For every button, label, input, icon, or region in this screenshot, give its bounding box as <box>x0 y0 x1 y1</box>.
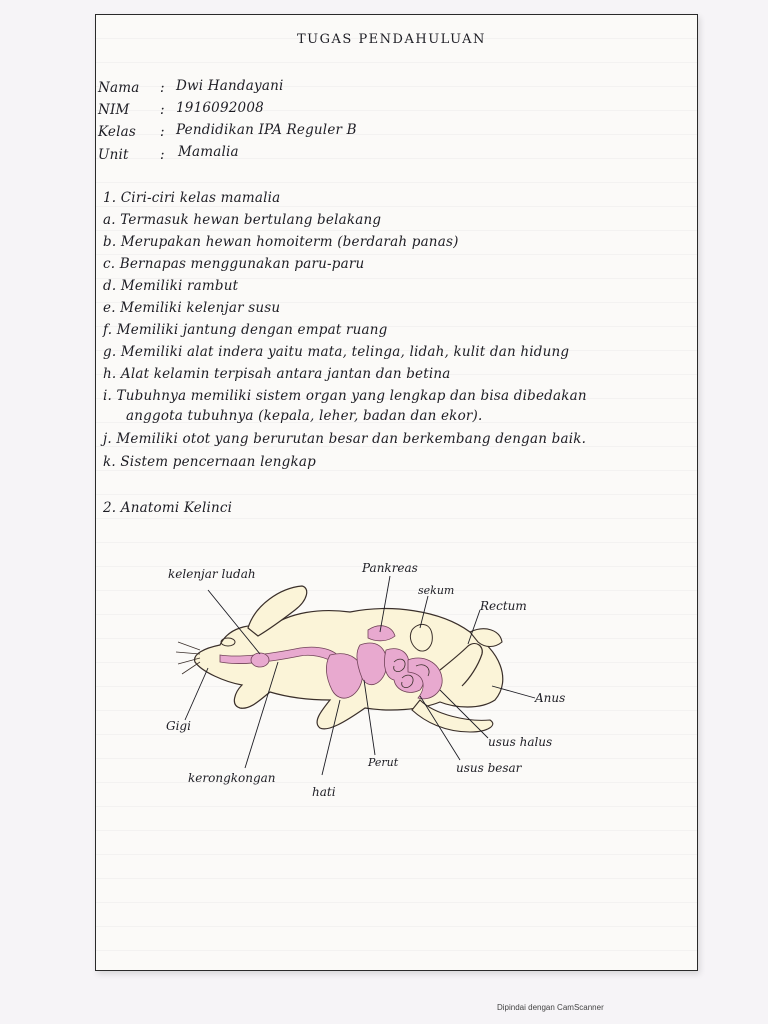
label-rectum: Rectum <box>480 599 527 613</box>
list-item: j. Memiliki otot yang berurutan besar dan berkembang dengan baik. <box>103 431 587 447</box>
section-heading-anatomi: 2. Anatomi Kelinci <box>103 500 233 516</box>
salivary-gland <box>251 653 269 667</box>
identity-value: Mamalia <box>178 144 239 160</box>
scanner-watermark: Dipindai dengan CamScanner <box>497 1003 604 1012</box>
label-gigi: Gigi <box>166 719 191 733</box>
list-item: c. Bernapas menggunakan paru-paru <box>103 256 365 272</box>
label-sekum: sekum <box>418 584 455 597</box>
list-item: g. Memiliki alat indera yaitu mata, telinga, lidah, kulit dan hidung <box>103 344 570 360</box>
label-hati: hati <box>312 785 336 799</box>
identity-value: Pendidikan IPA Reguler B <box>176 122 357 138</box>
identity-key: Nama <box>98 80 140 96</box>
list-item: a. Termasuk hewan bertulang belakang <box>103 212 382 228</box>
label-kelenjar-ludah: kelenjar ludah <box>168 567 256 581</box>
identity-sep: : <box>160 80 165 96</box>
label-anus: Anus <box>535 691 566 705</box>
identity-key: NIM <box>98 102 130 118</box>
page-title: TUGAS PENDAHULUAN <box>297 32 486 47</box>
identity-sep: : <box>160 102 165 118</box>
list-item: f. Memiliki jantung dengan empat ruang <box>103 322 388 338</box>
list-item: i. Tubuhnya memiliki sistem organ yang lengkap dan bisa dibedakan <box>103 388 587 404</box>
identity-key: Kelas <box>98 124 137 140</box>
list-item: d. Memiliki rambut <box>103 278 239 294</box>
identity-sep: : <box>160 147 165 163</box>
label-perut: Perut <box>368 756 399 769</box>
label-kerongkongan: kerongkongan <box>188 771 276 785</box>
list-item: h. Alat kelamin terpisah antara jantan dan betina <box>103 366 451 382</box>
list-item-continuation: anggota tubuhnya (kepala, leher, badan dan ekor). <box>126 408 483 424</box>
label-usus-halus: usus halus <box>488 735 553 749</box>
list-item: b. Merupakan hewan homoiterm (berdarah panas) <box>103 234 459 250</box>
label-usus-besar: usus besar <box>456 761 522 775</box>
rabbit-anatomy-diagram <box>150 550 600 810</box>
list-item: k. Sistem pencernaan lengkap <box>103 454 316 470</box>
section-heading: 1. Ciri-ciri kelas mamalia <box>103 190 281 206</box>
list-item: e. Memiliki kelenjar susu <box>103 300 281 316</box>
identity-sep: : <box>160 124 165 140</box>
label-pankreas: Pankreas <box>362 561 418 575</box>
identity-value: 1916092008 <box>176 100 264 116</box>
identity-key: Unit <box>98 147 129 163</box>
identity-value: Dwi Handayani <box>176 78 284 94</box>
